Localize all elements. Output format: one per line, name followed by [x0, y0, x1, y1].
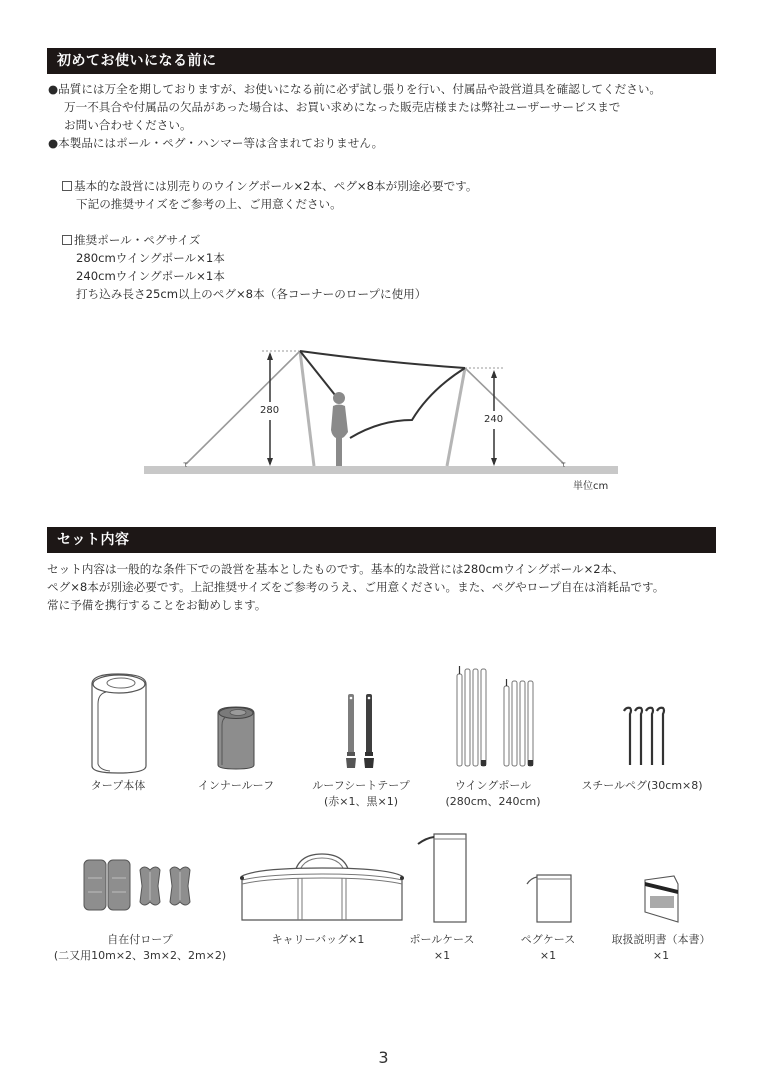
- section-header-set-contents: セット内容: [47, 527, 716, 553]
- pole-case-icon: [414, 830, 470, 925]
- set-description-line: セット内容は一般的な条件下での設営を基本としたものです。基本的な設営には280cmウイングポール×2本、: [47, 562, 624, 576]
- unit-label: 単位cm: [573, 481, 609, 492]
- height-label-280: 280: [259, 402, 280, 420]
- height-label-240: 240: [483, 411, 504, 429]
- note-line: 推奨ポール・ペグサイズ: [74, 233, 201, 247]
- set-description-line: 常に予備を携行することをお勧めします。: [47, 598, 267, 612]
- svg-text:τ: τ: [561, 460, 566, 469]
- item-sub-wing-pole: (280cm、240cm): [445, 795, 541, 808]
- bullet-text-line-1: 品質には万全を期しておりますが、お使いになる前に必ず試し張りを行い、付属品や設営道具を確認してください。: [58, 82, 662, 96]
- note-line: 基本的な設営には別売りのウイングポール×2本、ペグ×8本が別途必要です。: [74, 179, 478, 193]
- bullet-text-line-3: お問い合わせください。: [64, 118, 192, 132]
- note-line: 280cmウイングポール×1本: [76, 251, 225, 265]
- item-sub-pole-case: ×1: [433, 949, 451, 962]
- peg-case-icon: [523, 872, 575, 924]
- item-label-peg-case: ペグケース: [520, 933, 576, 946]
- item-sub-roof-sheet-tape: (赤×1、黒×1): [323, 795, 398, 808]
- item-label-pole-case: ポールケース: [409, 933, 475, 946]
- bullet-text: 本製品にはポール・ペグ・ハンマー等は含まれておりません。: [58, 136, 384, 150]
- item-sub-peg-case: ×1: [539, 949, 557, 962]
- set-description-line: ペグ×8本が別途必要です。上記推奨サイズをご参考のうえ、ご用意ください。また、ペグやロープ自在は消耗品です。: [47, 580, 665, 594]
- item-label-carry-bag: キャリーバッグ×1: [271, 933, 365, 946]
- item-label-rope: 自在付ロープ: [107, 933, 173, 946]
- item-label-steel-peg: スチールペグ(30cm×8): [581, 779, 703, 792]
- item-label-wing-pole: ウイングポール: [454, 779, 532, 792]
- steel-peg-icon: [620, 705, 665, 767]
- bullet-marker: ●: [48, 82, 59, 96]
- manual-icon: [642, 872, 682, 926]
- rope-icon: [82, 858, 200, 914]
- section-header-before-first-use: 初めてお使いになる前に: [47, 48, 716, 74]
- bullet-text-line-2: 万一不具合や付属品の欠品があった場合は、お買い求めになった販売店様または弊社ユーザーサービスまで: [64, 100, 621, 114]
- note-line: 打ち込み長さ25cm以上のペグ×8本（各コーナーのロープに使用）: [76, 287, 427, 301]
- bullet-marker: ●: [48, 136, 59, 150]
- wing-pole-icon: [455, 664, 545, 769]
- item-label-tarp-body: タープ本体: [90, 779, 146, 792]
- item-sub-manual: ×1: [652, 949, 670, 962]
- tarp-setup-diagram: [0, 0, 767, 500]
- item-label-inner-roof: インナールーフ: [197, 779, 275, 792]
- roof-sheet-tape-icon: [345, 692, 377, 770]
- note-line: 下記の推奨サイズをご参考の上、ご用意ください。: [76, 197, 342, 211]
- item-label-roof-sheet-tape: ルーフシートテープ: [312, 779, 410, 792]
- item-label-manual: 取扱説明書（本書）: [611, 933, 711, 946]
- inner-roof-roll-icon: [216, 705, 256, 771]
- note-line: 240cmウイングポール×1本: [76, 269, 225, 283]
- page-number: 3: [378, 1048, 389, 1067]
- svg-text:τ: τ: [183, 460, 188, 469]
- tarp-roll-icon: [88, 670, 150, 775]
- item-sub-rope: (二又用10m×2、3m×2、2m×2): [53, 949, 227, 962]
- ground-bar: [144, 466, 618, 474]
- carry-bag-icon: [238, 848, 406, 924]
